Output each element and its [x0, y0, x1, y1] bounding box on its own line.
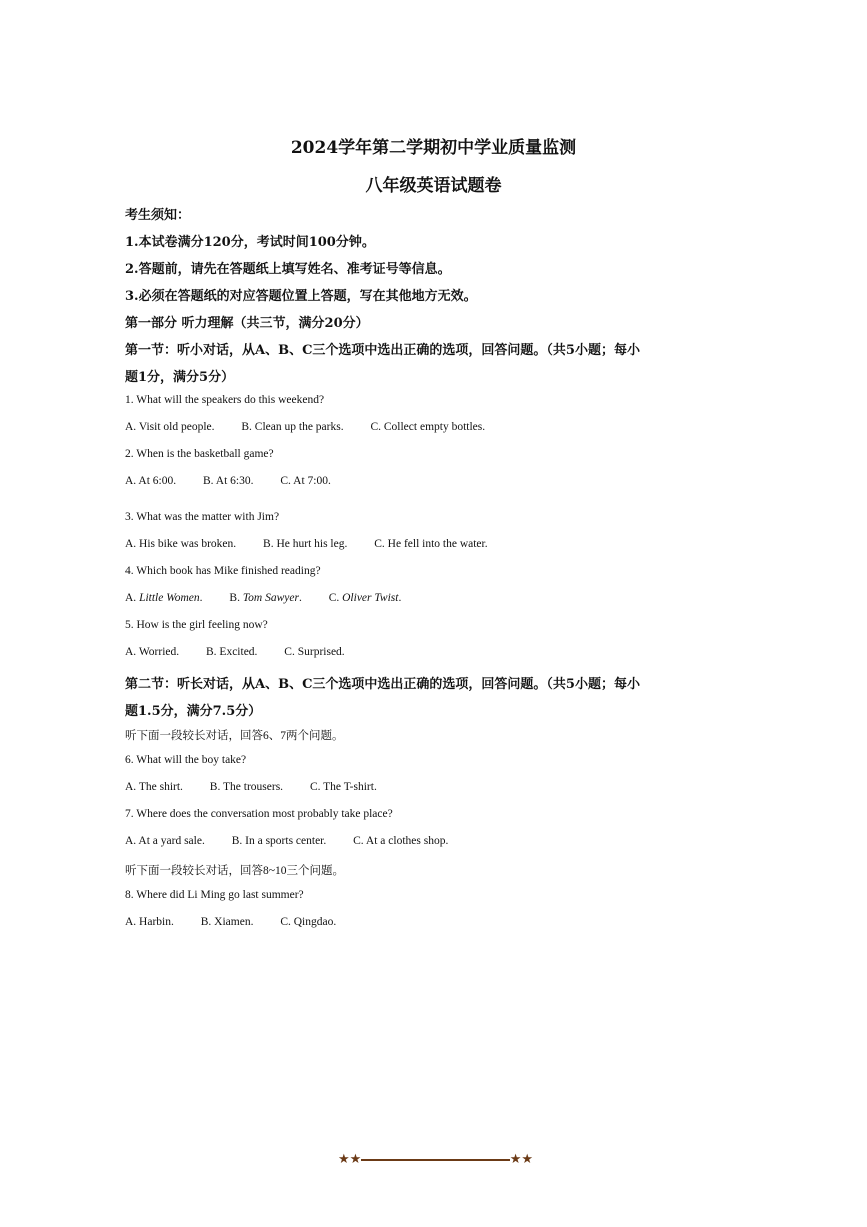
section2-instruction-line2: 题1.5分，满分7.5分）: [125, 704, 262, 719]
option-dot: .: [398, 592, 402, 604]
notice-item-2: 2.答题前，请先在答题纸上填写姓名、准考证号等信息。: [125, 262, 451, 277]
options-3: [125, 538, 488, 550]
listening-intro-1: 听下面一段较长对话，回答6、7两个问题。: [125, 730, 344, 742]
question-7: 7. Where does the conversation most probably take place?: [125, 808, 393, 820]
options-8: [125, 916, 336, 928]
section1-instruction-line1: 第一节：听小对话，从A、B、C三个选项中选出正确的选项，回答问题。（共5小题；每小: [125, 343, 640, 358]
option-letter: B.: [229, 592, 243, 604]
options-4: [125, 592, 401, 604]
option-b: B. Excited.: [206, 646, 258, 658]
question-2: 2. When is the basketball game?: [125, 448, 274, 460]
question-1: 1. What will the speakers do this weekend?: [125, 394, 325, 406]
option-dot: .: [298, 592, 302, 604]
section1-instruction-line2: 题1分，满分5分）: [125, 370, 235, 385]
page-title: 2024学年第二学期初中学业质量监测: [290, 138, 577, 158]
option-b: B. Clean up the parks.: [241, 421, 344, 433]
option-c: C. Qingdao.: [280, 916, 337, 928]
star-icon-right: ★★: [509, 1152, 533, 1167]
options-2: [125, 475, 331, 487]
footer-divider: [361, 1159, 510, 1161]
options-7: [125, 835, 448, 847]
listening-intro-2: 听下面一段较长对话，回答8~10三个问题。: [125, 865, 344, 877]
question-4: 4. Which book has Mike finished reading?: [125, 565, 321, 577]
option-b: B. In a sports center.: [231, 835, 327, 847]
option-dot: .: [199, 592, 203, 604]
option-c: C. Surprised.: [284, 646, 345, 658]
notice-heading: 考生须知：: [125, 208, 191, 223]
option-letter: A.: [125, 592, 140, 604]
option-a: A. Worried.: [125, 646, 180, 658]
option-a: [125, 592, 203, 604]
book-title: Tom Sawyer: [242, 592, 299, 604]
option-b: B. At 6:30.: [203, 475, 254, 487]
option-c: C. At a clothes shop.: [353, 835, 449, 847]
option-a: A. Visit old people.: [125, 421, 215, 433]
options-1: [125, 421, 485, 433]
book-title: Little Women: [139, 592, 200, 604]
option-b: [229, 592, 301, 604]
page-subtitle: 八年级英语试题卷: [365, 176, 502, 196]
notice-item-3: 3.必须在答题纸的对应答题位置上答题，写在其他地方无效。: [125, 289, 477, 304]
option-b: B. Xiamen.: [200, 916, 254, 928]
option-letter: C.: [328, 592, 343, 604]
option-a: A. His bike was broken.: [125, 538, 237, 550]
notice-item-1: 1.本试卷满分120分，考试时间100分钟。: [125, 235, 375, 250]
star-icon-left: ★★: [338, 1152, 362, 1167]
option-b: B. He hurt his leg.: [263, 538, 348, 550]
book-title: Oliver Twist: [342, 592, 399, 604]
option-c: C. At 7:00.: [280, 475, 331, 487]
option-a: A. At 6:00.: [125, 475, 177, 487]
part1-heading: 第一部分 听力理解（共三节，满分20分）: [125, 316, 369, 331]
options-6: [125, 781, 377, 793]
option-a: A. Harbin.: [125, 916, 174, 928]
footer-ornament: [338, 1152, 533, 1168]
question-6: 6. What will the boy take?: [125, 754, 247, 766]
option-a: A. The shirt.: [125, 781, 183, 793]
option-c: C. The T-shirt.: [309, 781, 377, 793]
question-5: 5. How is the girl feeling now?: [125, 619, 268, 631]
option-c: [329, 592, 402, 604]
question-8: 8. Where did Li Ming go last summer?: [125, 889, 304, 901]
options-5: [125, 646, 345, 658]
option-b: B. The trousers.: [209, 781, 284, 793]
option-c: C. Collect empty bottles.: [370, 421, 486, 433]
option-a: A. At a yard sale.: [125, 835, 205, 847]
option-c: C. He fell into the water.: [374, 538, 488, 550]
question-3: 3. What was the matter with Jim?: [125, 511, 280, 523]
section2-instruction-line1: 第二节：听长对话，从A、B、C三个选项中选出正确的选项，回答问题。（共5小题；每小: [125, 677, 640, 692]
